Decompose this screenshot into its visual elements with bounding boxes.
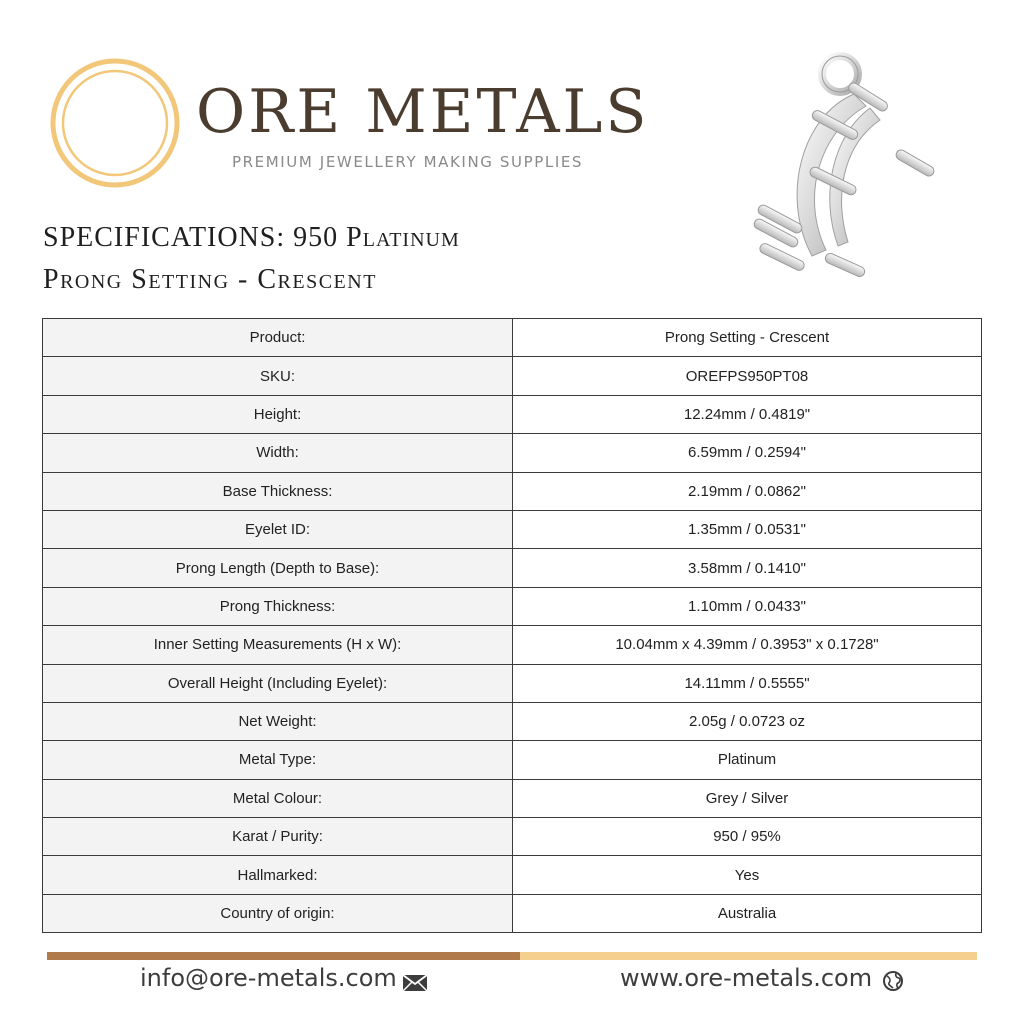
mail-icon bbox=[402, 974, 428, 992]
spec-label: Prong Thickness: bbox=[43, 587, 513, 625]
spec-label: Overall Height (Including Eyelet): bbox=[43, 664, 513, 702]
spec-label: Inner Setting Measurements (H x W): bbox=[43, 626, 513, 664]
footer-website-link[interactable]: www.ore-metals.com bbox=[620, 964, 873, 992]
spec-label: Width: bbox=[43, 434, 513, 472]
footer-bar-right bbox=[520, 952, 977, 960]
brand-tagline: PREMIUM JEWELLERY MAKING SUPPLIES bbox=[232, 153, 584, 171]
spec-value: Yes bbox=[513, 856, 982, 894]
table-row bbox=[43, 395, 982, 433]
spec-label: Net Weight: bbox=[43, 702, 513, 740]
footer-email-link[interactable]: info@ore-metals.com bbox=[140, 964, 397, 992]
spec-value: 1.10mm / 0.0433" bbox=[513, 587, 982, 625]
spec-value: 950 / 95% bbox=[513, 818, 982, 856]
spec-title-metal: Platinum bbox=[346, 222, 460, 253]
spec-title-prefix: SPECIFICATIONS: 950 bbox=[43, 222, 347, 253]
spec-label: Eyelet ID: bbox=[43, 510, 513, 548]
spec-value: Grey / Silver bbox=[513, 779, 982, 817]
spec-value: 2.05g / 0.0723 oz bbox=[513, 702, 982, 740]
brand-logo-ring bbox=[48, 56, 182, 190]
spec-value: OREFPS950PT08 bbox=[513, 357, 982, 395]
spec-title bbox=[43, 222, 460, 254]
table-row bbox=[43, 894, 982, 932]
spec-value: 3.58mm / 0.1410" bbox=[513, 549, 982, 587]
spec-value: 12.24mm / 0.4819" bbox=[513, 395, 982, 433]
spec-value: Platinum bbox=[513, 741, 982, 779]
spec-value: 14.11mm / 0.5555" bbox=[513, 664, 982, 702]
spec-label: Country of origin: bbox=[43, 894, 513, 932]
table-row bbox=[43, 510, 982, 548]
spec-label: Metal Type: bbox=[43, 741, 513, 779]
spec-label: Prong Length (Depth to Base): bbox=[43, 549, 513, 587]
table-row bbox=[43, 434, 982, 472]
globe-icon bbox=[882, 970, 904, 992]
spec-value: 2.19mm / 0.0862" bbox=[513, 472, 982, 510]
spec-label: Base Thickness: bbox=[43, 472, 513, 510]
table-row bbox=[43, 856, 982, 894]
table-row bbox=[43, 741, 982, 779]
spec-label: Product: bbox=[43, 319, 513, 357]
table-row bbox=[43, 472, 982, 510]
table-row bbox=[43, 626, 982, 664]
spec-label: Metal Colour: bbox=[43, 779, 513, 817]
table-row bbox=[43, 549, 982, 587]
spec-subtitle: Prong Setting - Crescent bbox=[43, 264, 377, 295]
spec-label: Height: bbox=[43, 395, 513, 433]
spec-value: Prong Setting - Crescent bbox=[513, 319, 982, 357]
spec-value: Australia bbox=[513, 894, 982, 932]
specifications-table bbox=[42, 318, 982, 933]
spec-value: 6.59mm / 0.2594" bbox=[513, 434, 982, 472]
table-row bbox=[43, 319, 982, 357]
table-row bbox=[43, 664, 982, 702]
spec-label: Hallmarked: bbox=[43, 856, 513, 894]
spec-value: 1.35mm / 0.0531" bbox=[513, 510, 982, 548]
spec-label: SKU: bbox=[43, 357, 513, 395]
table-row bbox=[43, 818, 982, 856]
table-row bbox=[43, 702, 982, 740]
spec-value: 10.04mm x 4.39mm / 0.3953" x 0.1728" bbox=[513, 626, 982, 664]
footer-bar-left bbox=[47, 952, 520, 960]
table-row bbox=[43, 357, 982, 395]
table-row bbox=[43, 587, 982, 625]
spec-label: Karat / Purity: bbox=[43, 818, 513, 856]
brand-name: ORE METALS bbox=[196, 77, 650, 147]
product-image bbox=[742, 46, 942, 286]
table-row bbox=[43, 779, 982, 817]
